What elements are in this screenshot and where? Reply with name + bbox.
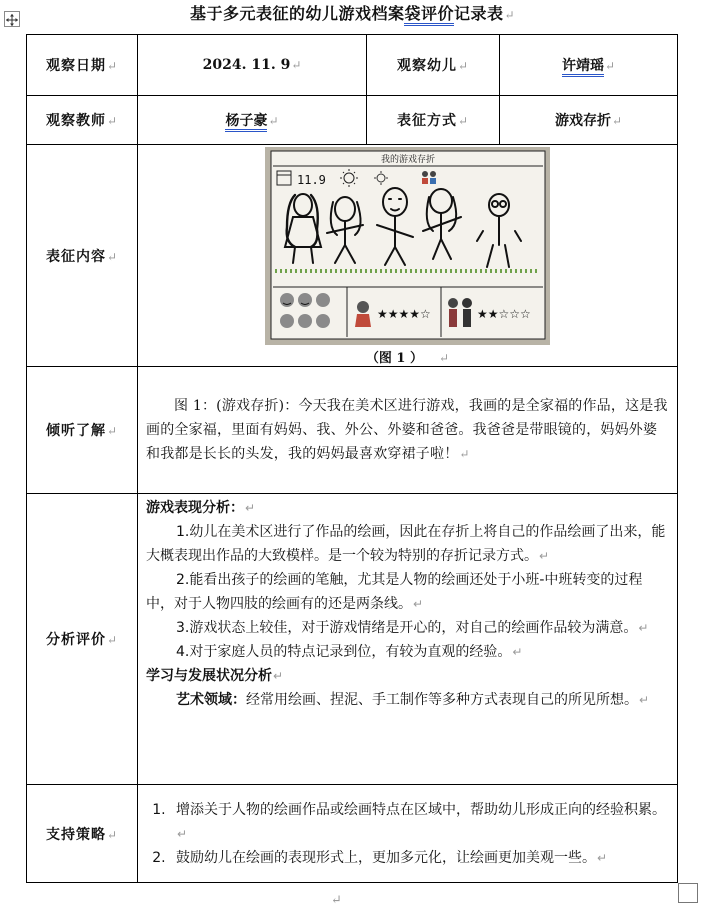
support-list: [144, 798, 669, 870]
analysis-item: 1.幼儿在美术区进行了作品的绘画，因此在存折上将自己的作品绘画了出来，能大概表现出作品的大致模样。是一个较为特别的存折记录方式。↵: [146, 524, 666, 564]
document-title: [0, 1, 705, 24]
child-figure-small: [355, 301, 371, 327]
drawing-heading: 我的游戏存折: [380, 155, 436, 165]
paragraph-mark: ↵: [106, 114, 119, 128]
paragraph-mark: ↵: [106, 633, 119, 647]
paragraph-mark: ↵: [291, 58, 302, 72]
paragraph-mark: ↵: [106, 827, 119, 842]
date-label-cell: [27, 35, 138, 96]
content-image-cell: [138, 145, 678, 367]
table-row: [27, 367, 678, 494]
paragraph-mark: ↵: [457, 114, 470, 128]
analysis-item: 3.游戏状态上较佳，对于游戏情绪是开心的，对自己的绘画作品较为满意。↵: [176, 620, 649, 636]
analysis-heading-performance: 游戏表现分析：↵: [146, 500, 256, 516]
rating-stars-right: ★★☆☆☆: [477, 307, 531, 321]
title-underlined-word: 袋评价: [404, 4, 454, 26]
paragraph-mark: ↵: [106, 249, 119, 264]
table-resize-handle[interactable]: [678, 883, 698, 903]
listen-text-cell[interactable]: [138, 367, 678, 494]
child-value: 许靖瑶: [562, 58, 604, 77]
listen-label: 倾听了解: [45, 423, 106, 439]
analysis-item: 2.能看出孩子的绘画的笔触，尤其是人物的绘画还处于小班-中班转变的过程中，对于人物四肢的绘画有的还是两条线。↵: [146, 572, 643, 612]
analysis-art-domain: 艺术领域：经常用绘画、捏泥、手工制作等多种方式表现自己的所见所想。↵: [176, 692, 650, 708]
paragraph-mark: ↵: [106, 424, 119, 438]
method-label: 表征方式: [396, 113, 457, 129]
paragraph-mark: ↵: [106, 59, 119, 73]
method-value-cell[interactable]: [500, 96, 678, 145]
table-row: [27, 494, 678, 785]
teacher-label: 观察教师: [45, 113, 106, 129]
teacher-value-cell[interactable]: [138, 96, 367, 145]
paragraph-mark: ↵: [504, 8, 516, 22]
child-drawing-photo[interactable]: [265, 147, 550, 345]
paragraph-mark: ↵: [604, 59, 616, 73]
method-value: 游戏存折: [554, 113, 611, 129]
table-row: [27, 96, 678, 145]
paragraph-mark: ↵: [611, 114, 623, 128]
paragraph-mark: ↵: [459, 447, 470, 461]
support-label-cell: [27, 785, 138, 883]
listen-text: 图 1：(游戏存折)：今天我在美术区进行游戏，我画的是全家福的作品，这是我画的全家福，里面有妈妈、我、外公、外婆和爸爸。我爸爸是带眼镜的，妈妈外婆和我都是长长的头发，我的妈妈最喜欢穿裙子啦！: [146, 398, 668, 462]
child-label: 观察幼儿: [396, 58, 457, 74]
teacher-label-cell: [27, 96, 138, 145]
method-label-cell: [367, 96, 500, 145]
drawing-date: 11.9: [297, 173, 326, 187]
analysis-heading-development: 学习与发展状况分析↵: [146, 668, 284, 684]
document-end-mark: ↵: [331, 893, 342, 908]
title-suffix: 记录表: [453, 4, 504, 23]
rating-stars-left: ★★★★☆: [377, 307, 431, 321]
listen-label-cell: [27, 367, 138, 494]
date-label: 观察日期: [45, 58, 106, 74]
date-value-cell[interactable]: [138, 35, 367, 96]
title-prefix: 基于多元表征的幼儿游戏档案: [189, 4, 405, 23]
analysis-label-cell: [27, 494, 138, 785]
paragraph-mark: ↵: [457, 59, 470, 73]
table-row: [27, 785, 678, 883]
content-label: 表征内容: [45, 248, 106, 265]
paragraph-mark: ↵: [268, 114, 279, 128]
paragraph-mark: ↵: [439, 351, 450, 365]
support-item: 2. 鼓励幼儿在绘画的表现形式上，更加多元化，让绘画更加美观一些。↵: [170, 846, 669, 870]
analysis-text-cell[interactable]: [138, 494, 678, 785]
content-label-cell: [27, 145, 138, 367]
analysis-label: 分析评价: [45, 632, 106, 648]
teacher-value: 杨子豪: [225, 113, 267, 132]
analysis-item: 4.对于家庭人员的特点记录到位，有较为直观的经验。↵: [176, 644, 523, 660]
support-label: 支持策略: [45, 826, 106, 843]
figure-caption: （图 1 ） ↵: [365, 351, 450, 366]
date-value: 2024. 11. 9: [202, 57, 291, 73]
table-row: [27, 145, 678, 367]
child-value-cell[interactable]: [500, 35, 678, 96]
support-item: 1. 增添关于人物的绘画作品或绘画特点在区域中，帮助幼儿形成正向的经验积累。↵: [170, 798, 669, 846]
table-row: [27, 35, 678, 96]
record-table: [26, 34, 678, 883]
support-text-cell[interactable]: [138, 785, 678, 883]
child-label-cell: [367, 35, 500, 96]
